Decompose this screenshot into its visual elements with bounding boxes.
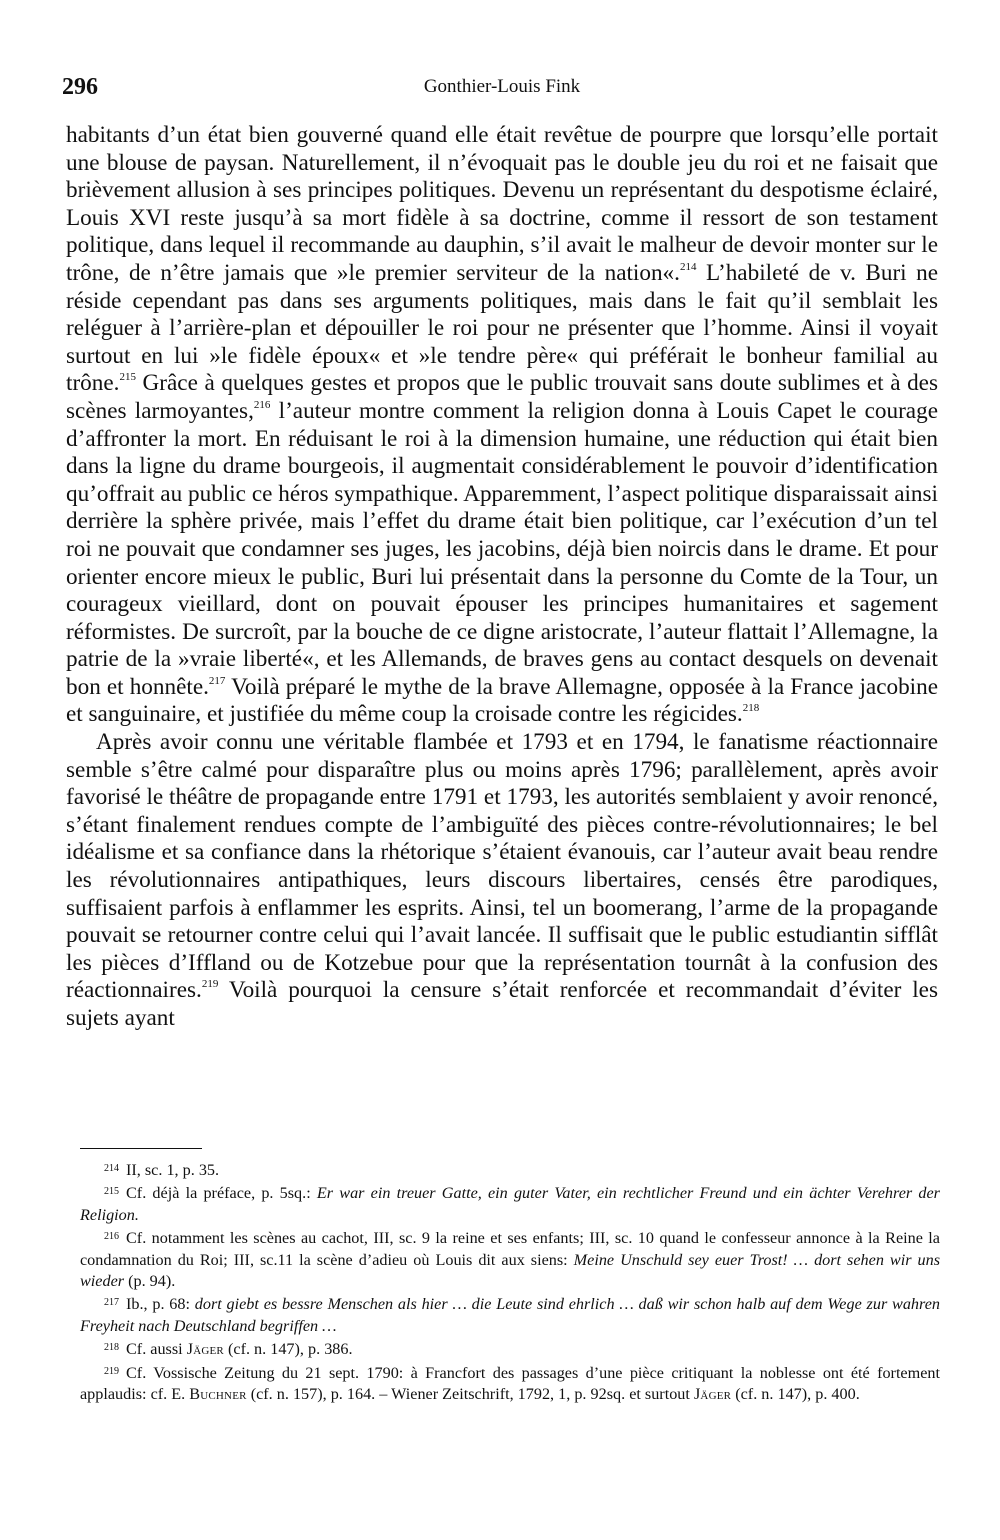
footnote-215 (80, 1181, 940, 1226)
paragraph-1-text-d: l’auteur montre comment la religion donna à Louis Capet le courage d’affronter la mort. En réduisant le roi à la dimension humaine, une réduction qui était bien dans la ligne du drame bourgeois, il augmentait considérablement le pouvoir d’identification qu’offrait au public ce héros sympathique. Apparemment, l’aspect politique disparaissait ainsi derrière la sphère privée, mais l’effet du drame était bien politique, car l’exécution d’un tel roi ne pouvait que condamner ses juges, les jacobins, déjà bien noircis dans le drame. Et pour orienter encore mieux le public, Buri lui présentait dans la personne du Comte de la Tour, un courageux vieillard, dont on pouvait épouser les principes humanitaires et sagement réformistes. De surcroît, par la bouche de ce digne aristocrate, l’auteur flattait l’Allemagne, la patrie de la »vraie liberté«, et les Allemands, de braves gens au contact desquels on devenait bon et honnête. (66, 397, 938, 700)
footnote-text-end: (p. 94). (124, 1272, 176, 1291)
footnote-separator (80, 1148, 202, 1149)
footnote-214 (80, 1158, 940, 1181)
footnotes (80, 1158, 940, 1405)
paragraph-1-text-c: Grâce à quelques gestes et propos que le public trouvait sans doute sublimes et à des scènes larmoyantes, (66, 370, 938, 424)
paragraph-2-text-b: Voilà pourquoi la censure s’était renforcée et recommandait d’éviter les sujets ayant (66, 977, 938, 1031)
footnote-217 (80, 1292, 940, 1337)
footnote-text: Cf. aussi (126, 1340, 187, 1359)
footnote-quote: dort giebt es bessre Menschen als hier … die Leute sind ehrlich … daß wir schon halb auf dem Wege zur wahren Freyheit nach Deutschland begriffen … (80, 1295, 940, 1335)
footnote-number: 218 (104, 1342, 119, 1354)
footnote-quote: Meine Unschuld sey euer Trost! … dort sehen wir uns wieder (80, 1250, 940, 1291)
footnote-number: 215 (104, 1186, 119, 1198)
footnote-ref-214: 214 (679, 260, 697, 273)
footnote-text-end: (cf. n. 147), p. 400. (731, 1385, 860, 1404)
footnote-number: 216 (104, 1231, 119, 1243)
footnote-number: 214 (104, 1163, 119, 1174)
footnote-number: 219 (104, 1365, 119, 1377)
cited-author: Jäger (693, 1385, 732, 1404)
footnote-text: Cf. Vossische Zeitung du 21 sept. 1790: à Francfort des passages d’une pièce critiquant la noblesse ont été fortement applaudis: cf. E. (80, 1363, 940, 1404)
paragraph-1 (66, 122, 938, 729)
body-text (66, 122, 938, 1033)
footnote-quote: Er war ein treuer Gatte, ein guter Vater, ein rechtlicher Freund und ein ächter Verehrer der Religion. (80, 1184, 940, 1224)
footnote-text: II, sc. 1, p. 35. (126, 1161, 220, 1179)
cited-author: Buchner (189, 1385, 247, 1404)
footnote-ref-219: 219 (201, 978, 219, 991)
footnote-218 (80, 1337, 940, 1360)
running-head-author: Gonthier-Louis Fink (423, 76, 581, 97)
paragraph-1-text-b: L’habileté de v. Buri ne réside cependant pas dans ses arguments politiques, mais dans le fait qu’il semblait les reléguer à l’arrière-plan et dépouiller le roi pour ne présenter que l’homme. Ainsi il voyait surtout en lui »le fidèle époux« et »le tendre père« qui préférait le bonheur familial au trône. (66, 259, 938, 397)
footnote-216 (80, 1226, 940, 1292)
paragraph-2-text-a: Après avoir connu une véritable flambée et 1793 et en 1794, le fanatisme réactionnaire semble s’être calmé pour disparaître plus ou moins après 1796; parallèlement, après avoir favorisé le théâtre de propagande entre 1791 et 1793, les autorités semblaient y avoir renoncé, s’étant finalement rendues compte de l’ambiguïté des pièces contre-révolutionnaires; le bel idéalisme et sa confiance dans la rhétorique s’étaient évanouis, car l’auteur avait beau rendre les révolutionnaires antipathiques, leurs discours libertaires, censés être parodiques, suffisaient parfois à enflammer les esprits. Ainsi, tel un boomerang, l’arme de la propagande pouvait se retourner contre celui qui l’avait lancée. Il suffisait que le public estudiantin sifflât les pièces d’Iffland ou de Kotzebue pour que la représentation tournât à la confusion des réactionnaires. (66, 729, 938, 1004)
paragraph-1-text-a: habitants d’un état bien gouverné quand elle était revêtue de pourpre que lorsqu’elle portait une blouse de paysan. Naturellement, il n’évoquait pas le double jeu du roi et ne faisait que brièvement allusion à ses principes politiques. Devenu un représentant du despotisme éclairé, Louis XVI reste jusqu’à sa mort fidèle à sa doctrine, comme il ressort de son testament politique, dans lequel il recommande au dauphin, s’il avait le malheur de devoir monter sur le trône, de n’être jamais que »le premier serviteur de la nation«. (66, 122, 938, 286)
footnote-ref-216: 216 (253, 398, 271, 411)
running-head (62, 74, 942, 104)
footnote-219 (80, 1361, 940, 1406)
footnote-text: Ib., p. 68: (126, 1295, 195, 1314)
footnote-text-end: (cf. n. 147), p. 386. (223, 1340, 353, 1359)
paragraph-1-text-e: Voilà préparé le mythe de la brave Allemagne, opposée à la France jacobine et sanguinaire, et justifiée du même coup la croisade contre les régicides. (66, 673, 939, 728)
cited-author: Jäger (186, 1340, 224, 1359)
footnote-number: 217 (104, 1297, 119, 1309)
footnote-text-mid: (cf. n. 157), p. 164. – Wiener Zeitschrift, 1792, 1, p. 92sq. et surtout (246, 1385, 694, 1404)
footnote-ref-217: 217 (208, 674, 226, 687)
footnote-ref-218: 218 (742, 702, 760, 715)
paragraph-2 (66, 729, 938, 1033)
footnote-ref-215: 215 (119, 371, 136, 384)
page-number: 296 (62, 74, 98, 100)
footnote-text: Cf. notamment les scènes au cachot, III, sc. 9 la reine et ses enfants; III, sc. 10 quand le confesseur annonce à la Reine la condamnation du Roi; III, sc.11 la scène d’adieu où Louis dit aux siens: (80, 1229, 940, 1269)
footnote-text: Cf. déjà la préface, p. 5sq.: (126, 1184, 317, 1203)
